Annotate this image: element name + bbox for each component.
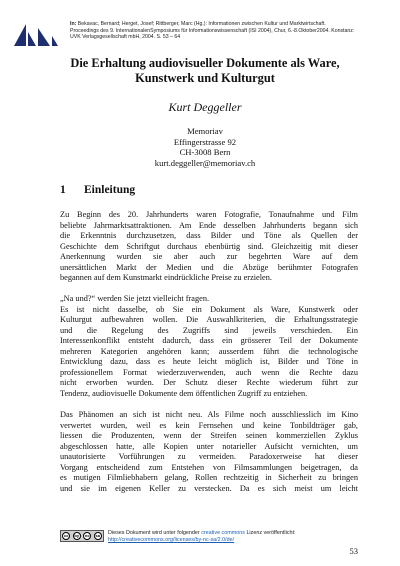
noncommercial-icon: nc: [84, 533, 90, 538]
paper-title: [40, 56, 370, 86]
page-number: 53: [349, 546, 358, 556]
license-url-link[interactable]: http://creativecommons.org/licenses/by-nc-sa/2.0/de/: [108, 537, 235, 543]
address-line: CH-3008 Bern: [179, 147, 231, 158]
paragraph-1: [60, 210, 358, 284]
text-line: Das Phänomen an sich ist nicht neu. Als Filme noch ausschliesslich im Kino: [60, 410, 358, 419]
cc-license-badge[interactable]: [60, 530, 104, 542]
citation-line: UVK Verlagsgesellschaft mbH, 2004. S. 53 – 64: [70, 34, 181, 41]
text-line: „Na und?“ werden Sie jetzt vielleicht fragen.: [60, 294, 210, 303]
citation-line: Proceedings des 9. InternationalenSymposiums für Informationswissenschaft (ISI 2004), Chur, 6.-8.Oktober2004. Konstanz:: [70, 27, 355, 34]
email-address: kurt.deggeller@memoriav.ch: [154, 158, 256, 169]
author-address: [40, 126, 370, 169]
address-line: Effingerstrasse 92: [173, 136, 237, 147]
section-number: 1: [60, 184, 66, 196]
attribution-icon: by: [74, 533, 80, 538]
text-line: Es ist nicht dasselbe, ob Sie ein Dokument als Ware, Kunstwerk oder: [60, 304, 358, 314]
creative-commons-link[interactable]: creative commons: [201, 530, 245, 536]
text-line: verwertet wurden, weil es kein Fernsehen und keine Tonbildträger gab,: [60, 420, 358, 430]
address-line: Memoriav: [187, 126, 223, 136]
citation-line: Bekavac, Bernard; Herget, Josef; Rittberger, Marc (Hg.): Informationen zwischen Kultur und Marktwirtschaft.: [77, 21, 326, 27]
paragraph-2: [60, 294, 358, 399]
text-line: liessen die Produzenten, wenn der Streifen seinen kommerziellen Zyklus: [60, 431, 358, 440]
text-line: Kulturgut aufbewahren wollen. Die Auswahlkriterien, die Erhaltungsstrategie: [60, 315, 358, 324]
text-line: die Erkenntnis durchzusetzen, dass Bilder und Töne als Quellen der: [60, 231, 358, 240]
citation-block: [70, 21, 388, 41]
title-line: Kunstwerk und Kulturgut: [135, 71, 275, 85]
text-line: beliebte Jahrmarktsattraktionen. Am Ende desselben Jahrhunderts begann sich: [60, 220, 358, 230]
license-text: Lizenz veröffentlicht:: [246, 530, 296, 536]
text-line: Anerkennung wurden sie aber auch zur begehrten Ware auf dem: [60, 252, 358, 261]
sharealike-icon: sa: [95, 533, 100, 538]
text-line: Tendenz, audiovisuelle Dokumente dem öffentlichen Zugriff zu entziehen.: [60, 388, 308, 398]
text-line: und die Regelung des Zugriffs sind jeweils verschieden. Ein: [60, 325, 358, 335]
publisher-logo-icon: [14, 24, 58, 46]
text-line: mehreren Kategorien angehören kann; ausserdem führt die technologische: [60, 346, 358, 356]
text-line: Vorgang entscheidend zum Entstehen von Filmsammlungen beigetragen, da: [60, 462, 358, 472]
text-line: professionellem Format wiederzuverwenden, auch wenn die Rechte dazu: [60, 367, 358, 377]
license-text: Dieses Dokument wird unter folgender: [108, 530, 200, 536]
text-line: Entwicklung dazu, dass es heute leicht möglich ist, Bilder und Töne in: [60, 357, 358, 366]
license-notice: [108, 530, 368, 544]
citation-prefix: In:: [70, 21, 77, 27]
section-heading: [60, 184, 135, 196]
text-line: Zu Beginn des 20. Jahrhunderts waren Fotografie, Tonaufnahme und Film: [60, 210, 358, 219]
text-line: Interessenkonflikt entsteht dadurch, dass ein grösserer Teil der Dokumente: [60, 336, 358, 345]
section-title: Einleitung: [84, 184, 136, 196]
text-line: es mutigen Filmliebhabern gelang, Rollen rechtzeitig in Sicherheit zu bringen: [60, 473, 358, 482]
author-name: Kurt Deggeller: [168, 100, 242, 114]
paragraph-3: [60, 410, 358, 494]
text-line: und sie im eigenen Keller zu verstecken. Da es sich meist um leicht: [60, 483, 358, 493]
text-line: abgeschlossen hatte, alle Kopien unter notarieller Aufsicht vernichten, um: [60, 441, 358, 451]
text-line: nicht erworben wurden. Der Schutz dieser Rechte wiederum führt zur: [60, 378, 358, 387]
text-line: unautorisierte Vorführungen zu vermeiden. Paradoxerweise hat dieser: [60, 452, 358, 461]
title-line: Die Erhaltung audiovisueller Dokumente als Ware,: [70, 56, 340, 70]
text-line: unersättlichen Markt der Medien und die Abzüge berühmter Fotografen: [60, 262, 358, 272]
text-line: Geschichte dem Schriftgut durchaus ebenbürtig sind. Gleichzeitig mit dieser: [60, 241, 358, 251]
cc-icon: cc: [64, 533, 69, 538]
text-line: begannen auf dem Kunstmarkt eindrückliche Preise zu erzielen.: [60, 273, 272, 282]
